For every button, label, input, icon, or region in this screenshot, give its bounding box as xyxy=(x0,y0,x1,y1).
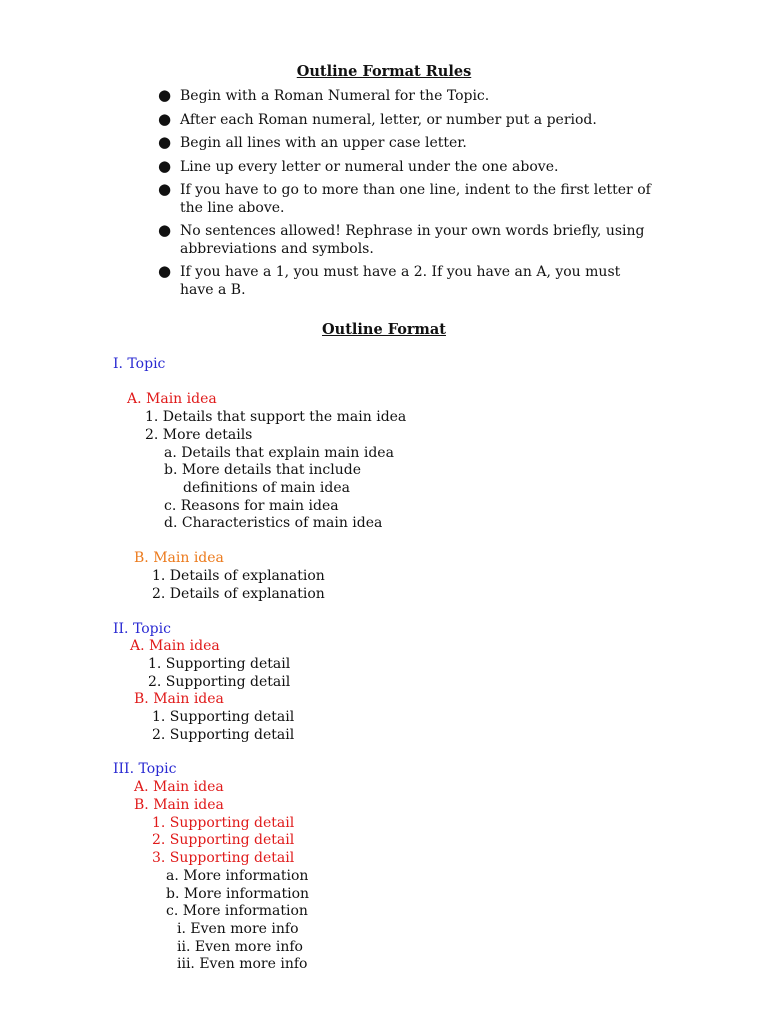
outline-main-idea: B. Main idea xyxy=(134,550,224,566)
bullet-icon: ● xyxy=(158,180,172,198)
outline-main-idea: B. Main idea xyxy=(134,797,224,813)
bullet-icon: ● xyxy=(158,86,172,104)
outline-main-idea: B. Main idea xyxy=(134,691,224,707)
outline-subdetail-continued: definitions of main idea xyxy=(183,480,350,496)
outline-subdetail: a. More information xyxy=(166,868,309,884)
outline-detail: 2. Supporting detail xyxy=(152,727,295,743)
outline-roman-detail: iii. Even more info xyxy=(177,956,308,972)
rule-item: ● Line up every letter or numeral under the one above. xyxy=(158,156,559,175)
outline-topic: III. Topic xyxy=(113,761,177,777)
outline-detail: 2. Supporting detail xyxy=(152,832,295,848)
outline-topic: II. Topic xyxy=(113,621,171,637)
format-title: Outline Format xyxy=(322,321,446,338)
rule-item: ● If you have to go to more than one line, indent to the first letter of the line above. xyxy=(158,180,651,216)
rule-item: ● After each Roman numeral, letter, or number put a period. xyxy=(158,109,597,128)
outline-main-idea: A. Main idea xyxy=(134,779,224,795)
outline-detail: 1. Supporting detail xyxy=(148,656,291,672)
outline-main-idea: A. Main idea xyxy=(130,638,220,654)
outline-detail: 1. Supporting detail xyxy=(152,709,295,725)
outline-subdetail: d. Characteristics of main idea xyxy=(164,515,383,531)
outline-subdetail: b. More details that include xyxy=(164,462,362,478)
outline-detail: 3. Supporting detail xyxy=(152,850,295,866)
rules-list xyxy=(158,88,658,299)
outline-detail: 2. Details of explanation xyxy=(152,586,325,602)
rule-item: ● No sentences allowed! Rephrase in your own words briefly, using abbreviations and symbols. xyxy=(158,221,645,257)
bullet-icon: ● xyxy=(158,262,172,280)
bullet-icon: ● xyxy=(158,109,172,128)
outline-detail: 2. Supporting detail xyxy=(148,674,291,690)
outline-roman-detail: i. Even more info xyxy=(177,921,299,937)
outline-main-idea: A. Main idea xyxy=(127,391,217,407)
outline-subdetail: c. More information xyxy=(166,903,308,919)
rule-item: ● If you have a 1, you must have a 2. If you have an A, you must have a B. xyxy=(158,262,621,298)
outline-subdetail: b. More information xyxy=(166,886,310,902)
outline-detail: 2. More details xyxy=(145,427,253,443)
rule-item: ● Begin all lines with an upper case letter. xyxy=(158,133,467,151)
outline-subdetail: a. Details that explain main idea xyxy=(164,445,394,461)
outline-detail: 1. Supporting detail xyxy=(152,815,295,831)
bullet-icon: ● xyxy=(158,133,172,151)
rules-title: Outline Format Rules xyxy=(296,63,472,80)
outline-topic: I. Topic xyxy=(113,356,166,372)
outline-detail: 1. Details of explanation xyxy=(152,568,325,584)
bullet-icon: ● xyxy=(158,156,172,175)
outline-subdetail: c. Reasons for main idea xyxy=(164,498,339,514)
outline-roman-detail: ii. Even more info xyxy=(177,939,303,955)
bullet-icon: ● xyxy=(158,221,172,239)
outline-detail: 1. Details that support the main idea xyxy=(145,409,407,425)
rule-item: ● Begin with a Roman Numeral for the Topic. xyxy=(158,86,490,104)
